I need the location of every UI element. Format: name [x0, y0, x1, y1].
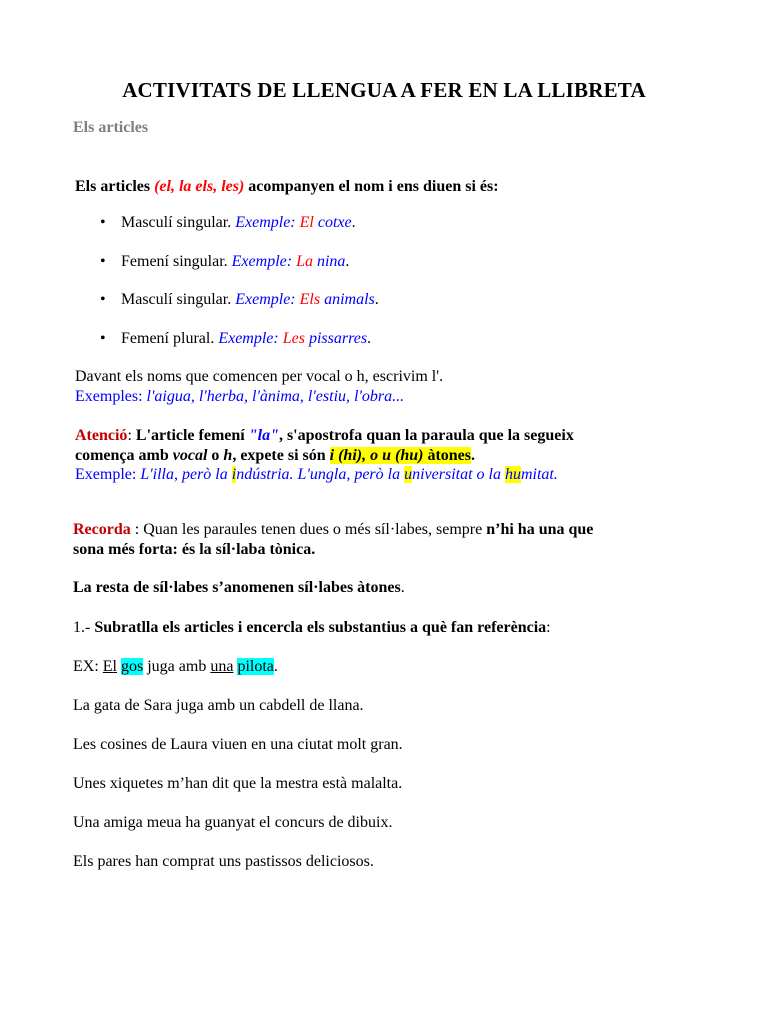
example-noun: pilota	[237, 658, 274, 675]
bullet-label: Femení plural.	[121, 330, 219, 347]
examples-label: Exemples:	[75, 388, 147, 405]
intro-rest: acompanyen el nom i ens diuen si és:	[244, 178, 499, 195]
bullet-article: El	[299, 214, 314, 231]
bullet-noun: pissarres	[308, 330, 368, 347]
example-article: El	[102, 658, 117, 675]
example-article: una	[210, 658, 234, 675]
bullet-marker: •	[100, 291, 106, 308]
bullet-article: Les	[282, 330, 305, 347]
bullet-noun: cotxe	[317, 214, 352, 231]
resta-paragraph: La resta de síl·labes s’anomenen síl·labes àtones.	[73, 579, 405, 596]
atencio-example: Exemple: L'illa, però la indústria. L'ungla, però la universitat o la humitat.	[75, 466, 558, 483]
bullet-example-label: Exemple:	[218, 330, 279, 347]
bullet-label: Masculí singular.	[121, 214, 236, 231]
section-subtitle: Els articles	[73, 119, 149, 136]
bullet-noun: animals	[324, 291, 375, 308]
exercise-example: EX: El gos juga amb una pilota.	[73, 658, 278, 675]
vowel-rule-examples	[75, 387, 404, 406]
atencio-la: "la"	[248, 427, 279, 444]
exercise-number: 1.-	[73, 619, 95, 636]
exercise-sentence: Una amiga meua ha guanyat el concurs de dibuix.	[73, 814, 393, 831]
bullet-example-label: Exemple:	[235, 291, 296, 308]
intro-lead: Els articles	[75, 178, 155, 195]
document-page: ACTIVITATS DE LLENGUA A FER EN LA LLIBRETA Els articles Els articles (el, la els, les) acompanyen el nom i ens diuen si és: • Masculí singular. Exemple: El cotxe. • Femení singular. Exemple: La nina. • Masculí singular. Exemple: Els animals. • Femení plural. Exemple: Les pissarres. Davant els noms que comencen per vocal o h, escrivim l'. Exemples: l'aigua, l'herba, l'ànima, l'estiu, l'obra... Atenció: L'article femení "la", s'apostrofa quan la paraula que la segueix comença amb vocal o h, expete si són i (hi), o u (hu) àtones. Exemple: L'illa, però la indústria. L'ungla, però la universitat o la humitat. Recorda : Quan les paraules tenen dues o més síl·labes, sempre n’hi ha una que sona més forta: és la síl·laba tònica. La resta de síl·labes s’anomenen síl·labes àtones. 1.- Subratlla els articles i encercla els substantius a què fan referència: EX: El gos juga amb una pilota. La gata de Sara juga amb un cabdell de llana. Les cosines de Laura viuen en una ciutat molt gran. Unes xiquetes m’han dit que la mestra està malalta. Una amiga meua ha guanyat el concurs de dibuix. Els pares han comprat uns pastissos deliciosos.	[0, 0, 768, 1024]
page-title: ACTIVITATS DE LLENGUA A FER EN LA LLIBRETA	[122, 78, 646, 102]
bullet-marker: •	[100, 214, 106, 231]
exercise-sentence: La gata de Sara juga amb un cabdell de llana.	[73, 697, 364, 714]
bullet-label: Femení singular.	[121, 253, 232, 270]
bullet-noun: nina	[316, 253, 346, 270]
intro-articles: (el, la els, les)	[154, 178, 245, 195]
atencio-line-2: comença amb vocal o h, expete si són i (hi), o u (hu) àtones.	[75, 447, 476, 464]
bullet-article: La	[296, 253, 313, 270]
bullet-article: Els	[299, 291, 321, 308]
exercise-sentence: Unes xiquetes m’han dit que la mestra està malalta.	[73, 775, 403, 792]
bullet-marker: •	[100, 330, 106, 347]
bullet-example-label: Exemple:	[231, 253, 293, 270]
atencio-line-1: Atenció: L'article femení "la", s'apostrofa quan la paraula que la segueix	[75, 427, 574, 444]
examples-list: l'aigua, l'herba, l'ànima, l'estiu, l'obra...	[146, 388, 405, 405]
atencio-label: Atenció	[75, 427, 128, 444]
example-noun: gos	[121, 658, 144, 675]
bullet-marker: •	[100, 253, 106, 270]
vowel-rule-text: Davant els noms que comencen per vocal o h, escrivim l'.	[75, 368, 444, 385]
recorda-label: Recorda	[73, 521, 131, 538]
exercise-instruction: 1.- Subratlla els articles i encercla els substantius a què fan referència:	[73, 619, 551, 636]
exercise-sentence: Les cosines de Laura viuen en una ciutat molt gran.	[73, 736, 403, 753]
exercise-sentence: Els pares han comprat uns pastissos deliciosos.	[73, 853, 374, 870]
intro-paragraph	[75, 177, 499, 196]
recorda-line-1: Recorda : Quan les paraules tenen dues o més síl·labes, sempre n’hi ha una que	[73, 521, 594, 538]
recorda-line-2: sona més forta: és la síl·laba tònica.	[73, 541, 316, 558]
atencio-highlight: i (hi), o u (hu) àtones	[329, 447, 472, 464]
bullet-label: Masculí singular.	[121, 291, 236, 308]
bullet-example-label: Exemple:	[235, 214, 296, 231]
